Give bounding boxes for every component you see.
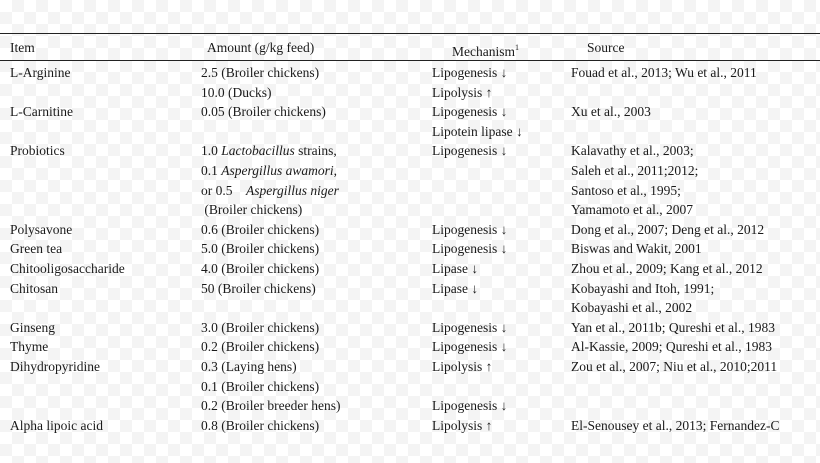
italic-species-name: Aspergillus awamori — [221, 162, 334, 178]
source-line: Xu et al., 2003 — [571, 104, 651, 120]
footnote-marker: 1 — [515, 43, 519, 52]
amount-cell — [201, 141, 339, 219]
amount-line — [201, 200, 339, 220]
mechanism-line: Lipolysis ↑ — [432, 417, 493, 433]
mechanism-line: Lipase ↓ — [432, 261, 479, 276]
source-cell — [571, 259, 763, 279]
source-line: El-Senousey et al., 2013; Fernandez-C — [571, 417, 780, 433]
source-cell — [571, 63, 757, 83]
mechanism-header-text: Mechanism — [452, 44, 515, 59]
amount-line: 2.5 (Broiler chickens) — [201, 65, 320, 80]
amount-line: 3.0 (Broiler chickens) — [201, 319, 320, 335]
amount-line — [201, 161, 339, 181]
source-cell — [571, 141, 698, 219]
text-segment: (Broiler chickens) — [201, 202, 303, 218]
item-cell: Dihydropyridine — [10, 359, 100, 374]
item-cell: Probiotics — [10, 143, 65, 159]
mechanism-line: Lipogenesis ↓ — [432, 104, 508, 120]
amount-line: 0.1 (Broiler chickens) — [201, 378, 320, 394]
text-segment: or 0.5 — [201, 182, 246, 198]
item-cell: Ginseng — [10, 319, 55, 335]
item-cell: Green tea — [10, 241, 63, 257]
text-segment: strains, — [294, 143, 337, 159]
text-segment: , — [333, 162, 338, 178]
source-cell — [571, 279, 714, 318]
source-line: Zou et al., 2007; Niu et al., 2010;2011 — [571, 359, 778, 374]
amount-cell — [201, 239, 319, 259]
source-line: Kobayashi and Itoh, 1991; — [571, 280, 715, 296]
source-line: Kalavathy et al., 2003; — [571, 143, 694, 159]
amount-line: 4.0 (Broiler chickens) — [201, 261, 320, 276]
amount-cell — [201, 279, 316, 299]
amount-cell — [201, 63, 319, 102]
column-header-amount: Amount (g/kg feed) — [207, 40, 315, 55]
amount-line: 0.05 (Broiler chickens) — [201, 104, 326, 120]
source-cell — [571, 239, 702, 259]
italic-species-name: Lactobacillus — [221, 143, 295, 159]
amount-line: 0.3 (Laying hens) — [201, 359, 297, 374]
source-cell — [571, 337, 772, 357]
header-bottom-rule — [0, 60, 820, 61]
mechanism-cell — [432, 63, 507, 102]
mechanism-cell — [432, 357, 507, 416]
source-line: Al-Kassie, 2009; Qureshi et al., 1983 — [571, 339, 772, 355]
amount-line: 10.0 (Ducks) — [201, 84, 272, 100]
item-cell: L-Arginine — [10, 65, 71, 80]
source-line: Saleh et al., 2011;2012; — [571, 162, 699, 178]
mechanism-cell — [432, 220, 507, 240]
mechanism-cell — [432, 102, 523, 141]
amount-line: 0.6 (Broiler chickens) — [201, 221, 320, 237]
source-cell — [571, 102, 651, 122]
item-cell: L-Carnitine — [10, 104, 73, 120]
item-cell: Chitooligosaccharide — [10, 261, 125, 276]
mechanism-line: Lipogenesis ↓ — [432, 319, 508, 335]
source-line: Yamamoto et al., 2007 — [571, 202, 693, 218]
amount-line: 5.0 (Broiler chickens) — [201, 241, 320, 257]
text-segment: 0.1 — [201, 162, 222, 178]
mechanism-cell — [432, 279, 478, 299]
table-top-rule — [0, 33, 820, 34]
amount-line — [201, 181, 339, 201]
source-line: Kobayashi et al., 2002 — [571, 300, 693, 316]
source-line: Dong et al., 2007; Deng et al., 2012 — [571, 221, 765, 237]
item-cell: Alpha lipoic acid — [10, 417, 103, 433]
mechanism-line: Lipotein lipase ↓ — [432, 123, 523, 139]
mechanism-line: Lipogenesis ↓ — [432, 339, 508, 355]
mechanism-cell — [432, 416, 492, 436]
amount-cell — [201, 318, 319, 338]
amount-cell — [201, 337, 319, 357]
column-header-mechanism — [452, 40, 519, 60]
mechanism-cell — [432, 318, 507, 338]
mechanism-cell — [432, 239, 507, 259]
mechanism-line: Lipolysis ↑ — [432, 359, 493, 374]
column-header-source: Source — [587, 40, 625, 55]
italic-species-name: Aspergillus niger — [246, 182, 339, 198]
mechanism-cell — [432, 259, 478, 279]
amount-line: 0.2 (Broiler chickens) — [201, 339, 320, 355]
item-cell: Chitosan — [10, 280, 59, 296]
mechanism-line: Lipogenesis ↓ — [432, 65, 508, 80]
source-line: Santoso et al., 1995; — [571, 182, 681, 198]
source-line: Yan et al., 2011b; Qureshi et al., 1983 — [571, 319, 775, 335]
mechanism-cell — [432, 141, 507, 161]
mechanism-line: Lipogenesis ↓ — [432, 221, 508, 237]
source-cell — [571, 318, 775, 338]
mechanism-line: Lipogenesis ↓ — [432, 398, 508, 414]
amount-cell — [201, 220, 319, 240]
amount-cell — [201, 102, 326, 122]
item-cell: Thyme — [10, 339, 49, 355]
amount-line: 0.8 (Broiler chickens) — [201, 417, 320, 433]
amount-line — [201, 141, 339, 161]
mechanism-cell — [432, 337, 507, 357]
source-line: Zhou et al., 2009; Kang et al., 2012 — [571, 261, 763, 276]
column-header-item: Item — [10, 40, 35, 55]
amount-cell — [201, 357, 340, 416]
source-line: Fouad et al., 2013; Wu et al., 2011 — [571, 65, 757, 80]
amount-cell — [201, 259, 319, 279]
mechanism-line — [432, 377, 507, 397]
source-line: Biswas and Wakit, 2001 — [571, 241, 702, 257]
item-cell: Polysavone — [10, 221, 73, 237]
amount-line: 50 (Broiler chickens) — [201, 280, 316, 296]
source-cell — [571, 416, 779, 436]
source-cell — [571, 220, 764, 240]
amount-cell — [201, 416, 319, 436]
mechanism-line: Lipase ↓ — [432, 280, 479, 296]
mechanism-line: Lipogenesis ↓ — [432, 143, 508, 159]
amount-line: 0.2 (Broiler breeder hens) — [201, 398, 341, 414]
mechanism-line: Lipolysis ↑ — [432, 84, 493, 100]
text-segment: 1.0 — [201, 143, 222, 159]
source-cell — [571, 357, 777, 377]
mechanism-line: Lipogenesis ↓ — [432, 241, 508, 257]
